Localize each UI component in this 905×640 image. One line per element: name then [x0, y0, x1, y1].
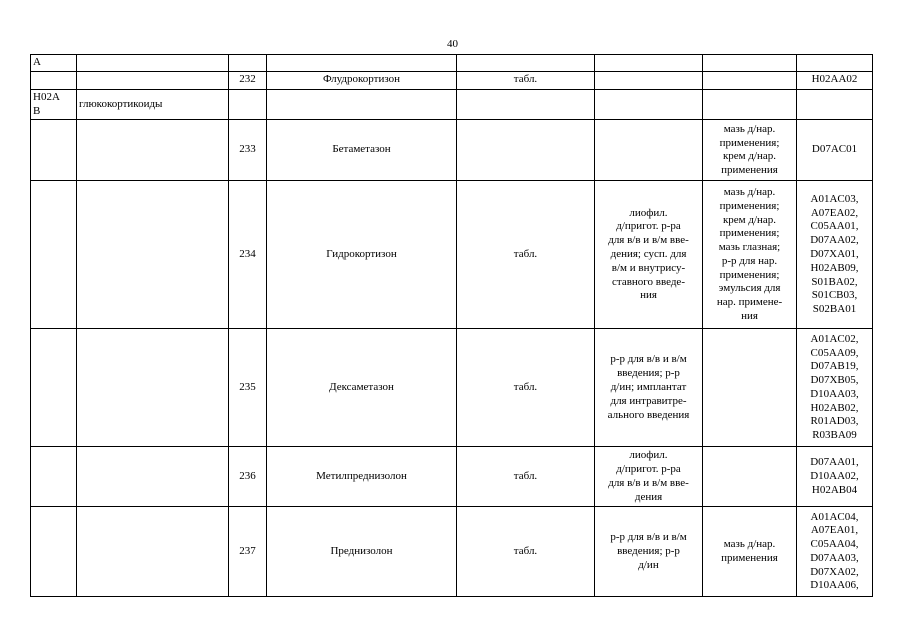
cell-name: Бетаметазон	[267, 120, 457, 181]
cell-form2	[595, 507, 703, 597]
cell-line: ставного введе-	[612, 275, 685, 288]
table-row	[31, 181, 873, 329]
cell-line: д/пригот. р-ра	[616, 463, 681, 476]
cell-line: ния	[741, 310, 758, 323]
cell-code	[31, 507, 77, 597]
table-row	[31, 55, 873, 72]
cell-form3	[703, 71, 797, 89]
cell-line: D07AA03,	[810, 551, 859, 564]
cell-group	[77, 447, 229, 507]
cell-form	[457, 89, 595, 120]
cell-line: H02AA02	[811, 73, 858, 86]
cell-num	[229, 55, 267, 72]
cell-form3	[703, 120, 797, 181]
cell-form	[457, 120, 595, 181]
cell-line: R01AD03,	[810, 415, 859, 428]
cell-atc	[797, 181, 873, 329]
cell-line: C05AA01,	[810, 220, 859, 233]
cell-line: A07EA01,	[810, 524, 859, 537]
cell-atc	[797, 447, 873, 507]
cell-group	[77, 329, 229, 447]
cell-code	[31, 447, 77, 507]
table-row	[31, 71, 873, 89]
cell-line: применения;	[719, 136, 780, 149]
cell-form: табл.	[457, 507, 595, 597]
cell-name: Дексаметазон	[267, 329, 457, 447]
cell-num: 233	[229, 120, 267, 181]
cell-line: д/ин; имплантат	[610, 380, 687, 393]
cell-name	[267, 89, 457, 120]
cell-line: D07AB19,	[810, 360, 859, 373]
cell-name: Флудрокортизон	[267, 71, 457, 89]
cell-group: глюкокортикоиды	[77, 89, 229, 120]
cell-line: для в/в и в/м вве-	[608, 476, 689, 489]
cell-atc	[797, 120, 873, 181]
cell-line: крем д/нар.	[722, 213, 777, 226]
cell-line: мазь д/нар.	[723, 122, 776, 135]
cell-form2	[595, 71, 703, 89]
cell-num: 237	[229, 507, 267, 597]
drug-table	[30, 54, 873, 597]
cell-code	[31, 120, 77, 181]
cell-name: Метилпреднизолон	[267, 447, 457, 507]
table-row	[31, 447, 873, 507]
cell-line: H02AB04	[811, 483, 858, 496]
cell-form: табл.	[457, 181, 595, 329]
cell-group	[77, 120, 229, 181]
cell-line: р-р для в/в и в/м	[610, 353, 687, 366]
cell-form: табл.	[457, 71, 595, 89]
cell-line: S01CB03,	[811, 289, 858, 302]
cell-code	[31, 329, 77, 447]
cell-line: H02A	[33, 90, 60, 103]
cell-line: дения	[634, 490, 663, 503]
cell-line: применения;	[719, 227, 780, 240]
cell-num: 232	[229, 71, 267, 89]
cell-form2	[595, 89, 703, 120]
cell-form	[457, 55, 595, 72]
cell-line: дения; сусп. для	[610, 247, 687, 260]
cell-atc	[797, 507, 873, 597]
cell-line: D10AA06,	[810, 579, 859, 592]
table-row	[31, 507, 873, 597]
cell-line: A07EA02,	[810, 206, 859, 219]
cell-line: D07AC01	[811, 143, 858, 156]
cell-line: S01BA02,	[811, 275, 858, 288]
cell-line: эмульсия для	[718, 282, 781, 295]
cell-atc	[797, 71, 873, 89]
cell-group	[77, 507, 229, 597]
cell-form3	[703, 329, 797, 447]
table-row	[31, 329, 873, 447]
cell-line: нар. примене-	[716, 296, 783, 309]
cell-form3	[703, 89, 797, 120]
cell-line: ния	[640, 289, 657, 302]
cell-form: табл.	[457, 329, 595, 447]
cell-name: Гидрокортизон	[267, 181, 457, 329]
cell-line: C05AA04,	[810, 538, 859, 551]
cell-line: применения	[721, 551, 778, 564]
cell-group	[77, 181, 229, 329]
cell-line: ального введения	[607, 408, 690, 421]
cell-num	[229, 89, 267, 120]
cell-line: D07XA01,	[810, 247, 859, 260]
cell-line: лиофил.	[629, 206, 668, 219]
cell-line: A01AC04,	[810, 510, 859, 523]
cell-line: крем д/нар.	[722, 150, 777, 163]
cell-num: 235	[229, 329, 267, 447]
cell-line: D07AA01,	[810, 456, 859, 469]
cell-form2	[595, 447, 703, 507]
cell-line: лиофил.	[629, 449, 668, 462]
cell-atc	[797, 329, 873, 447]
cell-form3	[703, 181, 797, 329]
table-row	[31, 120, 873, 181]
cell-line: H02AB02,	[810, 401, 859, 414]
cell-code	[31, 181, 77, 329]
cell-group	[77, 55, 229, 72]
page-number: 40	[447, 38, 458, 50]
cell-line: д/пригот. р-ра	[616, 220, 681, 233]
cell-line: C05AA09,	[810, 346, 859, 359]
cell-line: R03BA09	[812, 429, 857, 442]
cell-atc	[797, 89, 873, 120]
cell-line: D07XA02,	[810, 565, 859, 578]
cell-form2	[595, 120, 703, 181]
cell-line: S02BA01	[812, 303, 857, 316]
cell-line: D10AA03,	[810, 387, 859, 400]
cell-line: D10AA02,	[810, 469, 859, 482]
cell-line: мазь д/нар.	[723, 538, 776, 551]
cell-num: 234	[229, 181, 267, 329]
cell-line: д/ин	[638, 558, 659, 571]
cell-line: для интравитре-	[610, 394, 687, 407]
cell-num: 236	[229, 447, 267, 507]
cell-form2	[595, 329, 703, 447]
cell-form3	[703, 507, 797, 597]
cell-name: Преднизолон	[267, 507, 457, 597]
cell-form3	[703, 55, 797, 72]
cell-line: мазь д/нар.	[723, 185, 776, 198]
cell-group	[77, 71, 229, 89]
cell-line: A01AC03,	[810, 192, 859, 205]
cell-line: р-р для нар.	[721, 254, 778, 267]
cell-line: применения;	[719, 199, 780, 212]
cell-line: A01AC02,	[810, 332, 859, 345]
cell-line: мазь глазная;	[718, 241, 781, 254]
cell-line: р-р для в/в и в/м	[610, 531, 687, 544]
cell-line: введения; р-р	[617, 544, 680, 557]
cell-form3	[703, 447, 797, 507]
table-row	[31, 89, 873, 120]
cell-line: D07AA02,	[810, 234, 859, 247]
cell-line: применения;	[719, 268, 780, 281]
cell-line: в/м и внутрису-	[611, 261, 686, 274]
cell-name	[267, 55, 457, 72]
cell-line: H02AB09,	[810, 261, 859, 274]
cell-line: введения; р-р	[617, 367, 680, 380]
cell-form2	[595, 55, 703, 72]
cell-code	[31, 71, 77, 89]
cell-atc	[797, 55, 873, 72]
cell-code: А	[31, 55, 77, 72]
cell-form2	[595, 181, 703, 329]
cell-form: табл.	[457, 447, 595, 507]
cell-line: B	[33, 104, 41, 117]
cell-line: для в/в и в/м вве-	[608, 234, 689, 247]
cell-line: D07XB05,	[810, 374, 859, 387]
cell-code	[31, 89, 77, 120]
cell-line: применения	[721, 164, 778, 177]
